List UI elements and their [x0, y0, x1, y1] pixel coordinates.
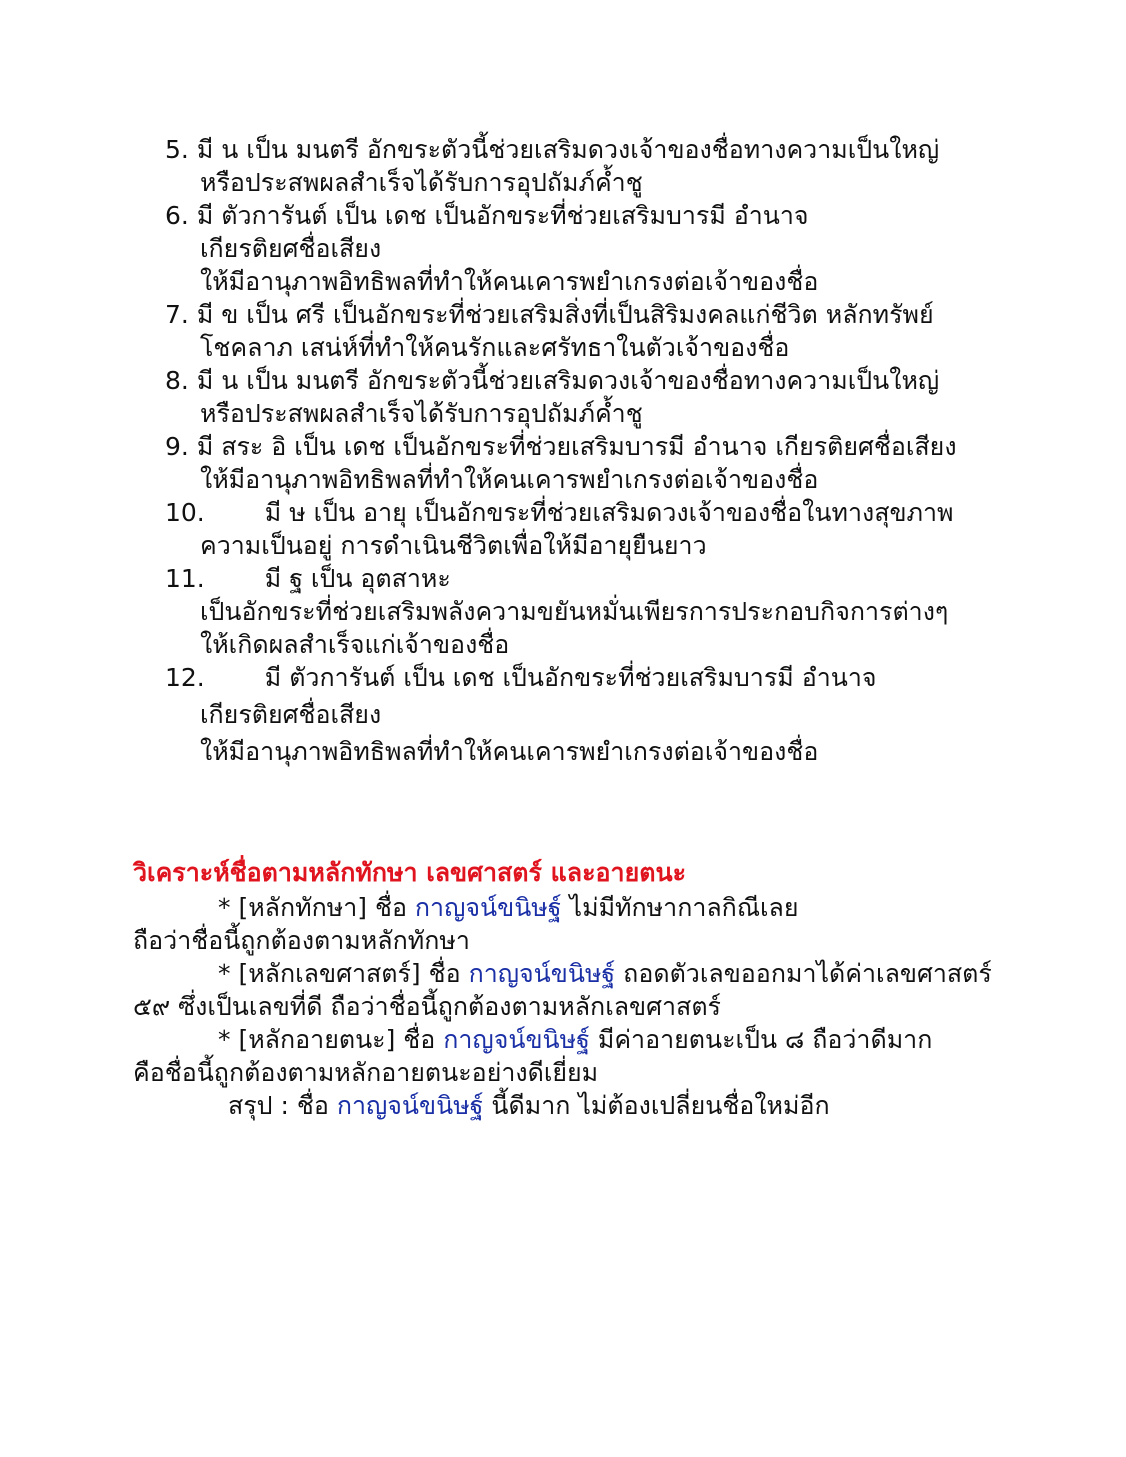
takasa-suffix: ไม่มีทักษากาลกิณีเลย: [561, 893, 799, 922]
item-number: 11.: [165, 564, 205, 593]
item-continuation: หรือประสพผลสำเร็จได้รับการอุปถัมภ์ค้ำชู: [200, 399, 643, 428]
analyzed-name: กาญจน์ขนิษฐ์: [414, 893, 562, 922]
item-continuation: ความเป็นอยู่ การดำเนินชีวิตเพื่อให้มีอายุยืนยาว: [200, 531, 707, 560]
item-text: มี ษ เป็น อายุ เป็นอักขระที่ช่วยเสริมดวงเจ้าของชื่อในทางสุขภาพ: [264, 498, 954, 527]
numerology-paragraph: [133, 957, 1033, 1023]
item-number: 7.: [165, 300, 189, 329]
ayatana-prefix: * [หลักอายตนะ] ชื่อ: [218, 1025, 444, 1054]
summary-prefix: สรุป : ชื่อ: [228, 1091, 337, 1120]
letter-meaning-list: [165, 133, 1065, 768]
item-text: มี สระ อิ เป็น เดช เป็นอักขระที่ช่วยเสริมบารมี อำนาจ เกียรติยศชื่อเสียง: [196, 432, 957, 461]
item-text: มี น เป็น มนตรี อักขระตัวนี้ช่วยเสริมดวงเจ้าของชื่อทางความเป็นใหญ่: [196, 366, 940, 395]
summary-suffix: นี้ดีมาก ไม่ต้องเปลี่ยนชื่อใหม่อีก: [483, 1091, 830, 1120]
item-number: 9.: [165, 432, 189, 461]
list-item: [165, 199, 1065, 298]
item-continuation: ให้มีอานุภาพอิทธิพลที่ทำให้คนเคารพยำเกรงต่อเจ้าของชื่อ: [200, 737, 819, 766]
analyzed-name: กาญจน์ขนิษฐ์: [336, 1091, 484, 1120]
item-number: 10.: [165, 498, 205, 527]
takasa-paragraph: [133, 891, 1033, 957]
ayatana-suffix: มีค่าอายตนะเป็น ๘ ถือว่าดีมาก: [589, 1025, 933, 1054]
item-text: มี น เป็น มนตรี อักขระตัวนี้ช่วยเสริมดวงเจ้าของชื่อทางความเป็นใหญ่: [196, 135, 940, 164]
list-item: [165, 430, 1065, 496]
item-number: 8.: [165, 366, 189, 395]
list-item: [165, 133, 1065, 199]
item-continuation: หรือประสพผลสำเร็จได้รับการอุปถัมภ์ค้ำชู: [200, 168, 643, 197]
analyzed-name: กาญจน์ขนิษฐ์: [443, 1025, 590, 1054]
item-continuation: ให้มีอานุภาพอิทธิพลที่ทำให้คนเคารพยำเกรงต่อเจ้าของชื่อ: [200, 465, 819, 494]
item-text: มี ตัวการันต์ เป็น เดช เป็นอักขระที่ช่วยเสริมบารมี อำนาจ: [264, 663, 877, 692]
item-number: 5.: [165, 135, 189, 164]
numerology-suffix: ถอดตัวเลขออกมาได้ค่าเลขศาสตร์: [615, 959, 992, 988]
list-item: [165, 661, 1065, 768]
list-item: [165, 298, 1065, 364]
list-item: [165, 562, 1065, 661]
summary-paragraph: [133, 1089, 1033, 1122]
item-continuation: เกียรติยศชื่อเสียง: [200, 700, 382, 729]
numerology-conclusion: ๕๙ ซึ่งเป็นเลขที่ดี ถือว่าชื่อนี้ถูกต้องตามหลักเลขศาสตร์: [133, 992, 721, 1021]
list-item: [165, 364, 1065, 430]
takasa-conclusion: ถือว่าชื่อนี้ถูกต้องตามหลักทักษา: [133, 926, 470, 955]
item-continuation: ให้มีอานุภาพอิทธิพลที่ทำให้คนเคารพยำเกรงต่อเจ้าของชื่อ: [200, 267, 819, 296]
analysis-heading: วิเคราะห์ชื่อตามหลักทักษา เลขศาสตร์ และอายตนะ: [133, 858, 686, 887]
numerology-prefix: * [หลักเลขศาสตร์] ชื่อ: [218, 959, 469, 988]
item-number: 12.: [165, 663, 205, 692]
item-text: มี ตัวการันต์ เป็น เดช เป็นอักขระที่ช่วยเสริมบารมี อำนาจ: [196, 201, 809, 230]
takasa-prefix: * [หลักทักษา] ชื่อ: [218, 893, 415, 922]
list-item: [165, 496, 1065, 562]
item-continuation: โชคลาภ เสน่ห์ที่ทำให้คนรักและศรัทธาในตัวเจ้าของชื่อ: [200, 333, 790, 362]
item-continuation: ให้เกิดผลสำเร็จแก่เจ้าของชื่อ: [200, 630, 510, 659]
item-text: มี ข เป็น ศรี เป็นอักขระที่ช่วยเสริมสิ่งที่เป็นสิริมงคลแก่ชีวิต หลักทรัพย์: [196, 300, 934, 329]
item-continuation: เกียรติยศชื่อเสียง: [200, 234, 382, 263]
ayatana-paragraph: [133, 1023, 1033, 1089]
item-number: 6.: [165, 201, 189, 230]
analyzed-name: กาญจน์ขนิษฐ์: [468, 959, 616, 988]
item-continuation: เป็นอักขระที่ช่วยเสริมพลังความขยันหมั่นเพียรการประกอบกิจการต่างๆ: [200, 597, 949, 626]
ayatana-conclusion: คือชื่อนี้ถูกต้องตามหลักอายตนะอย่างดีเยี่ยม: [133, 1058, 599, 1087]
item-text: มี ฐ เป็น อุตสาหะ: [264, 564, 451, 593]
name-analysis-section: [133, 855, 1033, 1122]
